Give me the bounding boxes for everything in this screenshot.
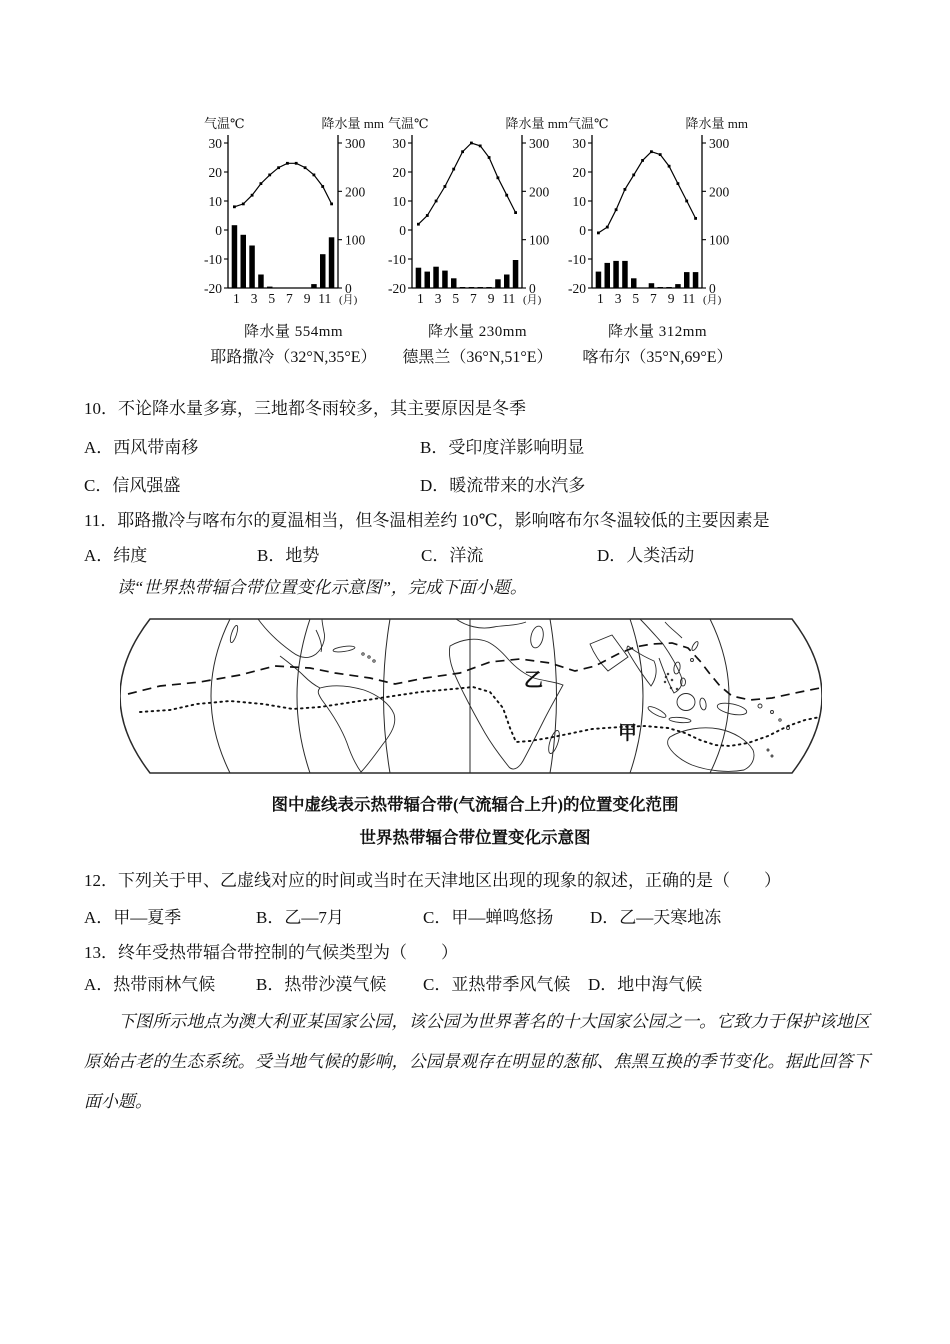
question-12-option-a: A．甲—夏季	[84, 908, 182, 927]
svg-text:-20: -20	[204, 281, 222, 296]
climate-chart-svg-tehran	[384, 113, 571, 311]
svg-text:(月): (月)	[703, 294, 722, 306]
svg-text:降水量 mm: 降水量 mm	[321, 116, 384, 131]
svg-text:1: 1	[233, 291, 240, 306]
map-caption-legend: 图中虚线表示热带辐合带(气流辐合上升)的位置变化范围	[271, 795, 679, 814]
station-coords-label: 喀布尔（35°N,69°E）	[582, 349, 733, 366]
svg-text:(月): (月)	[339, 294, 358, 306]
map-label-jia: 甲	[618, 723, 638, 744]
svg-text:300: 300	[529, 136, 550, 151]
itcz-world-map	[120, 616, 822, 776]
svg-text:9: 9	[487, 291, 495, 306]
question-text: 终年受热带辐合带控制的气候类型为（ ）	[118, 943, 458, 962]
climate-chart-tehran	[384, 113, 571, 367]
svg-text:1: 1	[597, 291, 604, 306]
svg-text:11: 11	[682, 291, 696, 306]
itcz-world-map-svg	[120, 616, 822, 776]
precip-total-label: 降水量 554mm	[243, 324, 344, 340]
paragraph-line-1: 下图所示地点为澳大利亚某国家公园，该公园为世界著名的十大国家公园之一。它致力于保护该地区	[118, 1012, 870, 1031]
svg-text:200: 200	[709, 184, 730, 200]
svg-text:(月): (月)	[523, 294, 542, 306]
svg-text:气温℃: 气温℃	[388, 116, 429, 131]
svg-text:-10: -10	[388, 252, 406, 267]
precip-total-label: 降水量 312mm	[607, 324, 708, 340]
itcz-july-dashed-line	[128, 643, 820, 700]
svg-text:降水量 mm: 降水量 mm	[505, 116, 568, 131]
precip-total-label: 降水量 230mm	[427, 324, 528, 340]
svg-text:9: 9	[667, 291, 675, 306]
svg-text:300: 300	[345, 136, 366, 151]
itcz-january-dotted-line	[140, 687, 820, 746]
svg-text:200: 200	[345, 184, 366, 200]
station-coords-label: 德黑兰（36°N,51°E）	[402, 349, 553, 366]
svg-text:0: 0	[345, 281, 352, 296]
question-11-stem	[84, 511, 770, 531]
svg-text:3: 3	[250, 291, 258, 306]
svg-text:气温℃: 气温℃	[204, 116, 245, 131]
svg-text:20: 20	[572, 165, 586, 180]
svg-text:-20: -20	[568, 281, 586, 296]
svg-text:7: 7	[650, 291, 657, 306]
question-11-option-d: D．人类活动	[597, 546, 695, 565]
svg-text:0: 0	[399, 223, 406, 238]
svg-text:5: 5	[452, 291, 460, 306]
question-10-stem	[84, 399, 526, 419]
svg-text:20: 20	[208, 165, 222, 180]
climate-chart-svg-kabul	[564, 113, 751, 311]
question-12-option-d: D．乙—天寒地冻	[590, 908, 722, 927]
svg-text:30: 30	[208, 136, 222, 151]
map-graticule	[120, 619, 822, 773]
question-11-option-b: B．地势	[257, 546, 320, 565]
climate-chart-kabul	[564, 113, 751, 367]
svg-text:-10: -10	[204, 252, 222, 267]
question-number: 11．	[84, 511, 118, 530]
station-coords-label: 耶路撒冷（32°N,35°E）	[210, 349, 377, 366]
svg-text:3: 3	[434, 291, 442, 306]
svg-text:降水量 mm: 降水量 mm	[685, 116, 748, 131]
svg-text:9: 9	[303, 291, 311, 306]
reading-instruction: 读“世界热带辐合带位置变化示意图”，完成下面小题。	[117, 578, 527, 597]
question-text: 下列关于甲、乙虚线对应的时间或当时在天津地区出现的现象的叙述，正确的是（ ）	[118, 871, 781, 890]
svg-text:10: 10	[208, 194, 222, 209]
svg-text:300: 300	[709, 136, 730, 151]
question-13-option-d: D．地中海气候	[588, 975, 703, 994]
svg-text:5: 5	[632, 291, 640, 306]
svg-text:30: 30	[392, 136, 406, 151]
question-11-option-a: A．纬度	[84, 546, 148, 565]
svg-text:0: 0	[215, 223, 222, 238]
svg-text:0: 0	[579, 223, 586, 238]
svg-text:100: 100	[529, 232, 550, 248]
question-10-option-d: D．暖流带来的水汽多	[420, 476, 586, 495]
svg-text:-20: -20	[388, 281, 406, 296]
svg-text:100: 100	[709, 232, 730, 248]
svg-text:5: 5	[268, 291, 276, 306]
svg-text:30: 30	[572, 136, 586, 151]
map-outline	[120, 619, 822, 773]
question-number: 13．	[84, 943, 118, 962]
climate-chart-jerusalem	[200, 113, 387, 367]
map-continents	[229, 619, 790, 772]
question-11-option-c: C．洋流	[421, 546, 484, 565]
question-13-option-b: B．热带沙漠气候	[256, 975, 387, 994]
question-10-option-c: C．信风强盛	[84, 476, 181, 495]
question-number: 10．	[84, 399, 118, 418]
svg-text:10: 10	[392, 194, 406, 209]
svg-text:20: 20	[392, 165, 406, 180]
svg-text:7: 7	[470, 291, 477, 306]
map-caption-title: 世界热带辐合带位置变化示意图	[359, 828, 591, 847]
svg-text:10: 10	[572, 194, 586, 209]
svg-text:1: 1	[417, 291, 424, 306]
svg-text:11: 11	[318, 291, 332, 306]
paragraph-line-3: 面小题。	[84, 1092, 152, 1111]
question-13-option-a: A．热带雨林气候	[84, 975, 216, 994]
svg-text:7: 7	[286, 291, 293, 306]
svg-text:0: 0	[529, 281, 536, 296]
question-12-stem	[84, 871, 781, 891]
svg-text:200: 200	[529, 184, 550, 200]
svg-text:11: 11	[502, 291, 516, 306]
question-text: 不论降水量多寡，三地都冬雨较多，其主要原因是冬季	[118, 399, 526, 418]
svg-text:3: 3	[614, 291, 622, 306]
question-text: 耶路撒冷与喀布尔的夏温相当，但冬温相差约 10℃，影响喀布尔冬温较低的主要因素是	[117, 511, 770, 530]
question-12-option-b: B．乙—7月	[256, 908, 344, 927]
question-13-stem	[84, 943, 458, 963]
svg-text:100: 100	[345, 232, 366, 248]
map-label-yi: 乙	[524, 670, 544, 691]
question-10-option-a: A．西风带南移	[84, 438, 199, 457]
svg-text:-10: -10	[568, 252, 586, 267]
question-number: 12．	[84, 871, 118, 890]
question-10-option-b: B．受印度洋影响明显	[420, 438, 585, 457]
question-12-option-c: C．甲—蝉鸣悠扬	[423, 908, 554, 927]
climate-chart-svg-jerusalem	[200, 113, 387, 311]
svg-text:0: 0	[709, 281, 716, 296]
paragraph-line-2: 原始古老的生态系统。受当地气候的影响，公园景观存在明显的葱郁、焦黑互换的季节变化。据此回答下	[84, 1052, 870, 1071]
question-13-option-c: C．亚热带季风气候	[423, 975, 571, 994]
svg-text:气温℃: 气温℃	[568, 116, 609, 131]
